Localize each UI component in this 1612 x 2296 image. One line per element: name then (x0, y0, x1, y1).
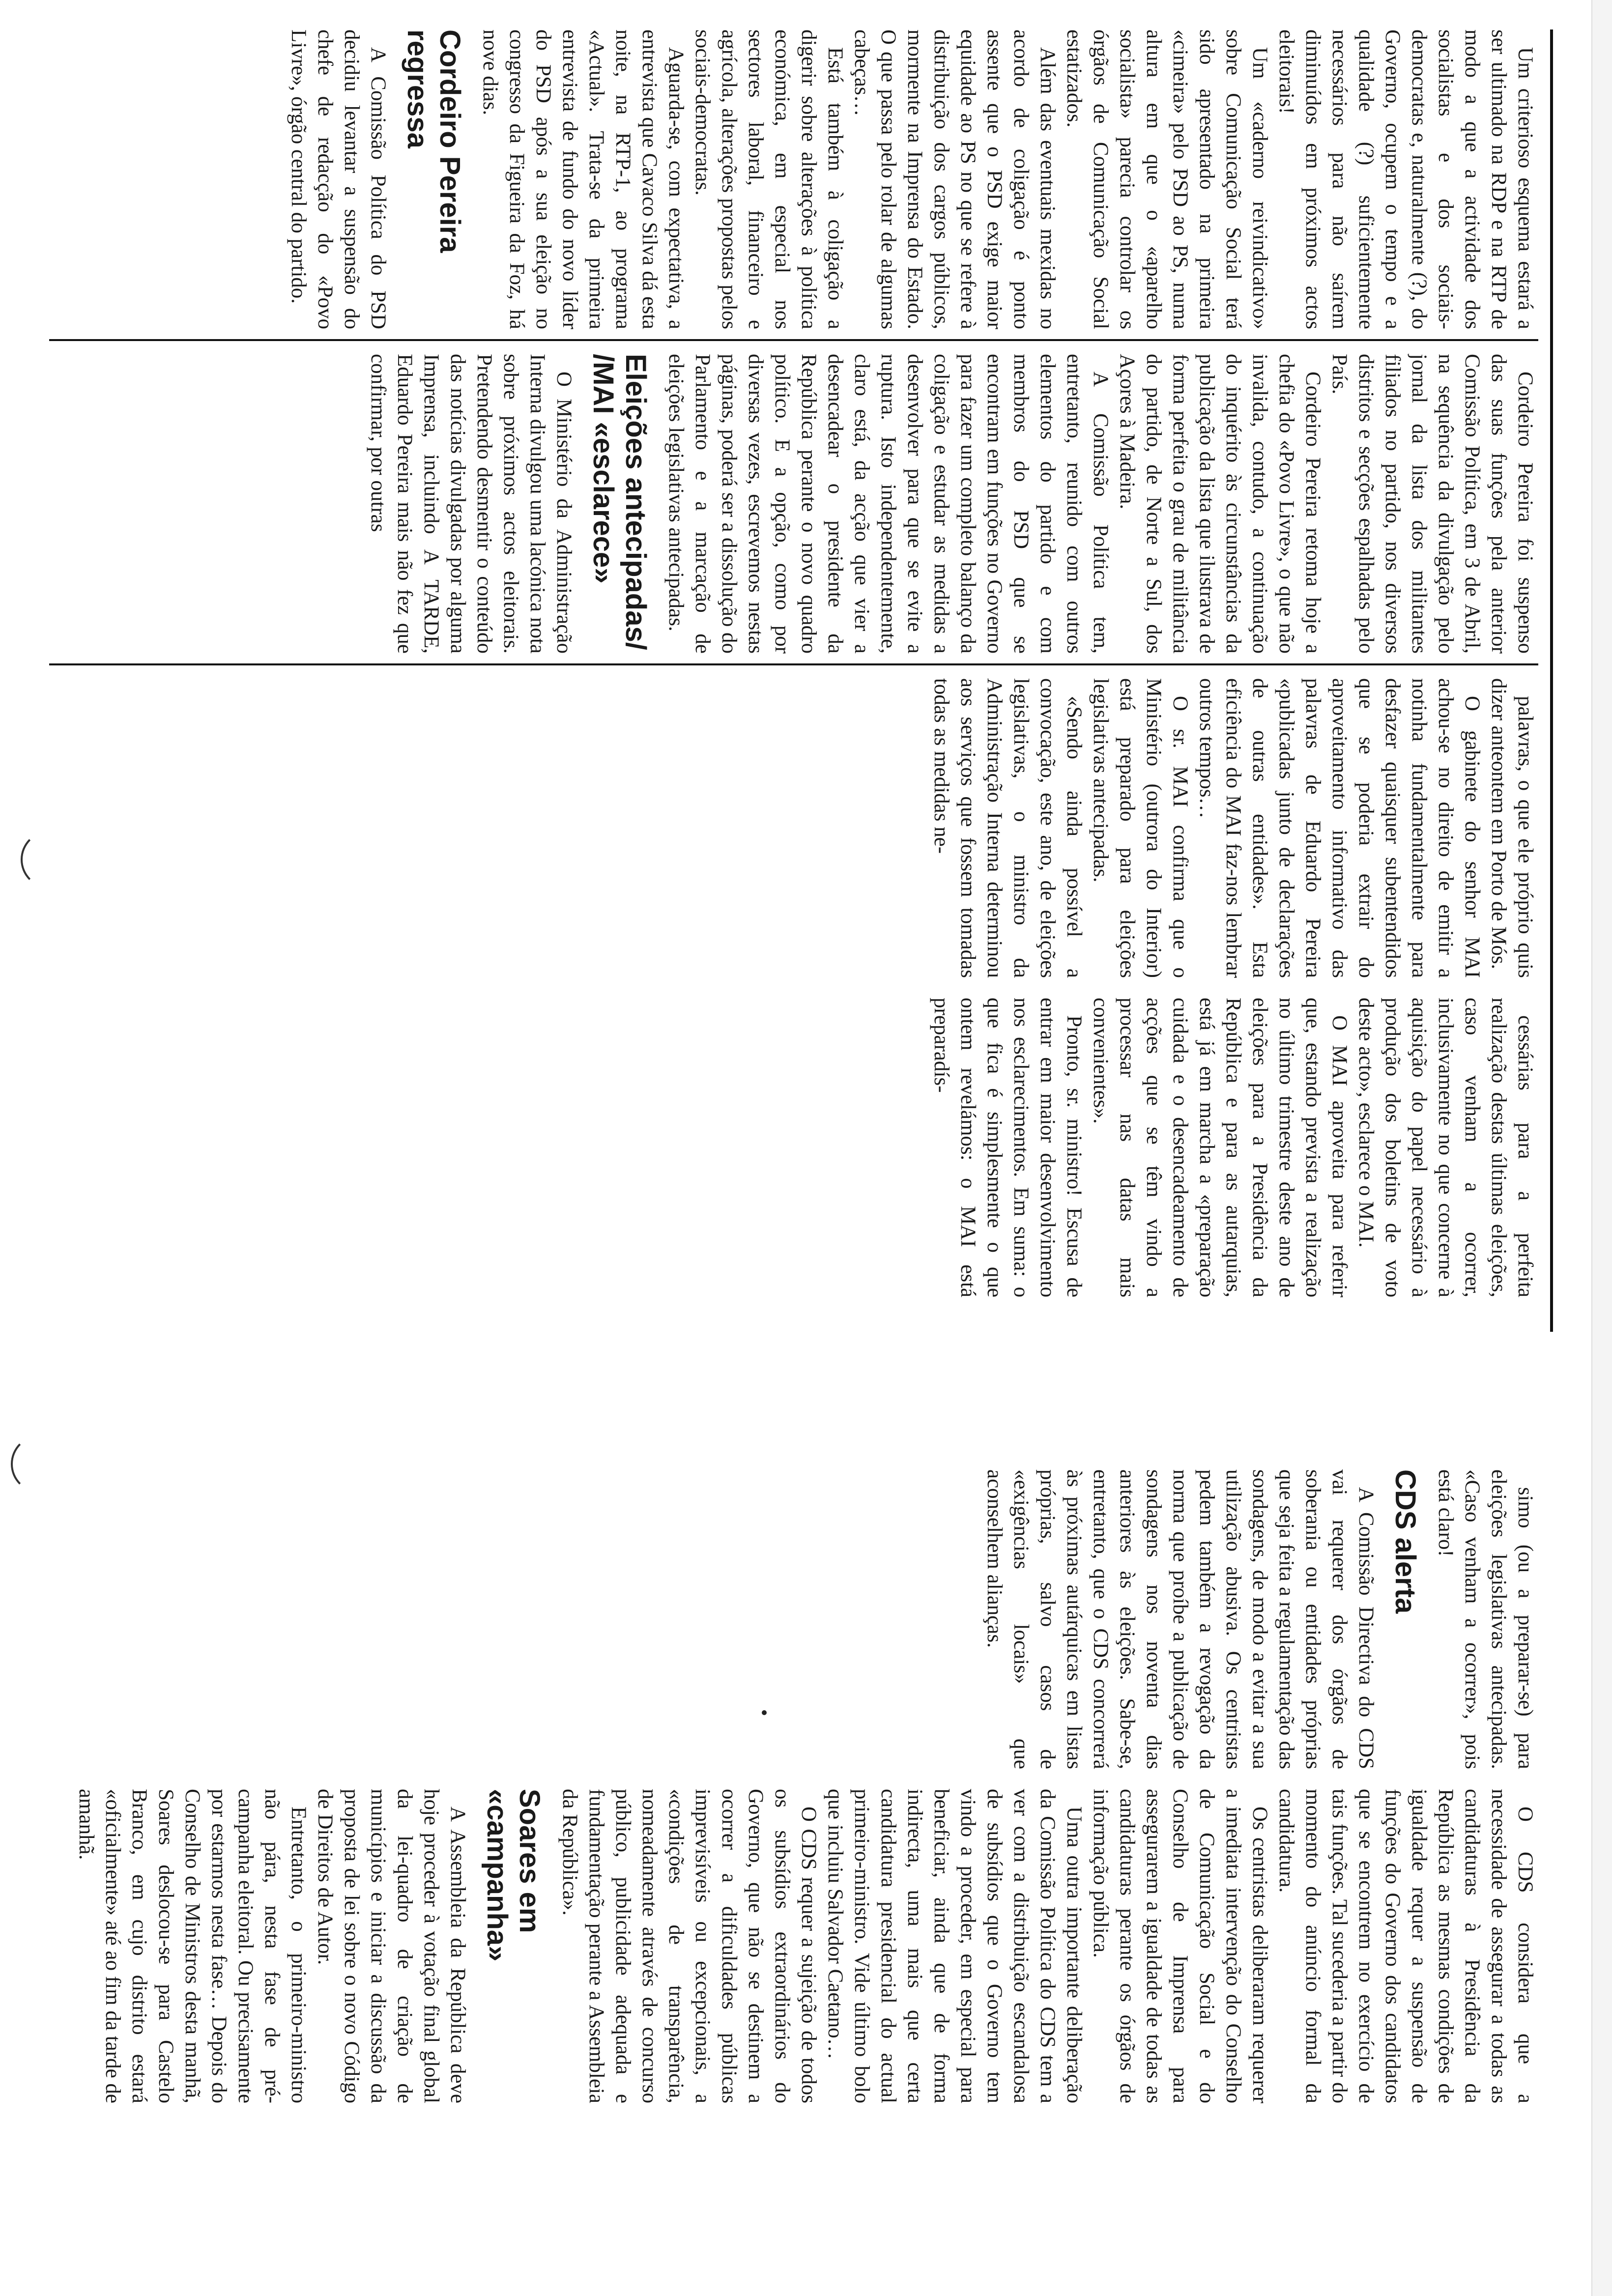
paragraph: O Ministério da Administração Interna divulgou uma lacónica nota sobre próximos actos eleitorais. Pretendendo desmentir o conteúdo das notícias divulgadas por alguma Imprensa, incluindo A TARDE, Eduardo Pereira mais não fez que confirmar, por outras (367, 354, 576, 654)
column-1 (49, 29, 1538, 329)
paragraph: Uma outra importante deliberação da Comissão Política do CDS tem a ver com a distribuição escandalosa de subsídios que o Governo tem vindo a proceder, em especial para beneficiar, ainda que de forma indirecta, uma mais que certa candidatura presidencial do actual primeiro-ministro. Vide último bolo que incluiu Salvador Caetano… (824, 1789, 1086, 2103)
top-rule (1550, 29, 1553, 1332)
column-rule (49, 663, 1538, 665)
paragraph: O CDS considera que a necessidade de assegurar a todas as candidaturas à Presidência da República as mesmas condições de igualdade requer a suspensão de funções do Governo dos candidatos que se encontrem no exercício de tais funções. Tal sucederia a partir do momento do anúncio formal da candidatura. (1275, 1789, 1537, 2103)
column-2 (49, 354, 1538, 654)
paragraph: Além das eventuais mexidas no acordo de coligação é ponto assente que o PSD exige maior equidade ao PS no que se refere à distribuição dos cargos públicos, mormente na Imprensa do Estado. O que passa pelo rolar de algumas cabeças… (850, 29, 1059, 329)
section-heading: Cordeiro Pereira regressa (402, 29, 466, 253)
paragraph: Os centristas deliberaram requerer a imediata intervenção do Conselho de Comunicação Social e do Conselho de Imprensa para assegurarem a igualdade de todas as candidaturas perante os órgãos de informação pública. (1089, 1789, 1271, 2103)
paragraph: Um «caderno reivindicativo» sobre Comunicação Social terá sido apresentado na primeira «cimeira» pelo PSD ao PS, numa altura em que o «aparelho socialista» parecia controlar os órgãos de Comunicação Social estatizados. (1063, 29, 1271, 329)
paragraph: Cordeiro Pereira foi suspenso das suas funções pela anterior Comissão Política, em 3 de Abril, na sequência da divulgação pelo jornal da lista dos militantes filiados no partido, nos diversos distritos e secções espalhadas pelo País. (1328, 354, 1537, 654)
column-3 (49, 678, 1538, 978)
paragraph: simo (ou a preparar-se) para eleições legislativas antecipadas. «Caso venham a ocorrer», pois está claro! (1434, 1469, 1537, 1769)
paragraph: Cordeiro Pereira retoma hoje a chefia do «Povo Livre», o que não invalida, contudo, a continuação do inquérito às circunstâncias da publicação da lista que ilustrava de forma perfeita o grau de militância do partido, de Norte a Sul, dos Açores à Madeira. (1116, 354, 1324, 654)
paragraph: O sr. MAI confirma que o Ministério (outrora do Interior) está preparado para eleições legislativas antecipadas. (1089, 678, 1192, 978)
section-heading: Eleições antecipadas/ /MAI «esclarece» (587, 354, 652, 650)
section-heading: CDS alerta (1389, 1469, 1421, 1614)
column-rule (49, 339, 1538, 341)
paragraph: A Comissão Política do PSD decidiu levantar a suspensão do chefe de redacção do «Povo Livre», órgão central do partido. (287, 29, 390, 329)
paragraph: A Comissão Política tem, entretanto, reunido com outros elementos do partido e com membros do PSD que se encontram em funções no Governo para fazer um completo balanço da coligação e estudar as medidas a desenvolver para que se evite a ruptura. Isto independentemente, claro está, da acção que vier a desencadear o presidente da República perante o novo quadro político. E a opção, como por diversas vezes, escrevemos nestas páginas, poderá ser a dissolução do Parlamento e a marcação de eleições legislativas antecipadas. (664, 354, 1112, 654)
paragraph: Está também à coligação a digerir sobre alterações à política económica, em especial nos sectores laboral, financeiro e agrícola, alterações propostas pelos sociais-democratas. (691, 29, 847, 329)
column-6 (49, 1789, 1538, 2103)
scan-top-edge (1591, 0, 1612, 2296)
column-5 (49, 1469, 1538, 1769)
paragraph: Aguarda-se, com expectativa, a entrevista que Cavaco Silva dá esta noite, na RTP-1, ao programa «Actual». Trata-se da primeira entrevista de fundo do novo líder do PSD após a sua eleição no congresso da Figueira da Foz, há nove dias. (479, 29, 688, 329)
paragraph: O CDS requer a sujeição de todos os subsídios extraordinários do Governo, que não se destinem a ocorrer a dificuldades públicas imprevisíveis ou excepcionais, a «condições de transparência, nomeadamente através de concurso público, publicidade adequada e fundamentação perante a Assembleia da República». (558, 1789, 820, 2103)
speck (762, 1710, 767, 1715)
paragraph: A Comissão Directiva do CDS vai requerer dos órgãos de soberania ou entidades próprias que seja feita a regulamentação das sondagens, de modo a evitar a sua utilização abusiva. Os centristas pedem também a revogação da norma que proíbe a publicação de sondagens nos noventa dias anteriores às eleições. Sabe-se, entretanto, que o CDS concorrerá às próximas autárquicas em listas próprias, salvo casos de «exigências locais» que aconselhem alianças. (983, 1469, 1378, 1769)
paragraph: palavras, o que ele próprio quis dizer anteontem em Porto de Mós. (1487, 678, 1537, 978)
section-heading: Soares em «campanha» (481, 1789, 546, 1962)
column-4 (49, 998, 1538, 1297)
paragraph: Pronto, sr. ministro! Escusa de entrar em maior desenvolvimento nos esclarecimentos. Em suma: o que fica é simplesmente o que ontem revelámos: o MAI está preparadís- (930, 998, 1086, 1297)
paragraph: O gabinete do senhor MAI achou-se no direito de emitir a notinha fundamentalmente para desfazer quaisquer subentendidos que se poderia extrair do aproveitamento informativo das palavras de Eduardo Pereira «publicadas junto de declarações de outras entidades». Esta eficiência do MAI faz-nos lembrar outros tempos… (1195, 678, 1484, 978)
paragraph: Entretanto, o primeiro-ministro não pára, nesta fase de pré-campanha eleitoral. Ou precisamente por estarmos nesta fase… Depois do Conselho de Ministros desta manhã, Soares deslocou-se para Castelo Branco, em cujo distrito estará «oficialmente» até ao fim da tarde de amanhã. (75, 1789, 310, 2103)
paragraph: cessárias para a perfeita realização destas últimas eleições, caso venham a ocorrer, inclusivamente no que concerne à aquisição do papel necessário à produção dos boletins de voto deste acto», esclarece o MAI. (1354, 998, 1537, 1297)
col1-paragraphs (477, 29, 1538, 329)
paragraph: «Sendo ainda possível a convocação, este ano, de eleições legislativas, o ministro da Administração Interna determinou aos serviços que fossem tomadas todas as medidas ne- (930, 678, 1086, 978)
hole-punch-mark (11, 1435, 69, 1493)
paragraph: O MAI aproveita para referir que, estando prevista a realização no último trimestre deste ano de eleições para a Presidência da República e para as autarquias, está já em marcha a «preparação cuidada e o desencadeamento de acções que se têm vindo a processar nas datas mais convenientes». (1089, 998, 1351, 1297)
hole-punch-mark (21, 831, 79, 889)
paragraph: Um criterioso esquema estará a ser ultimado na RDP e na RTP de modo a que a actividade dos socialistas e dos sociais-democratas e, naturalmente (?), do Governo, ocupem o tempo e a qualidade (?) suficientemente necessários para não saírem diminuídos em próximos actos eleitorais! (1275, 29, 1537, 329)
paragraph: A Assembleia da República deve hoje proceder à votação final global da lei-quadro de criação de municípios e iniciar a discussão da proposta de lei sobre o novo Código de Direitos de Autor. (314, 1789, 469, 2103)
